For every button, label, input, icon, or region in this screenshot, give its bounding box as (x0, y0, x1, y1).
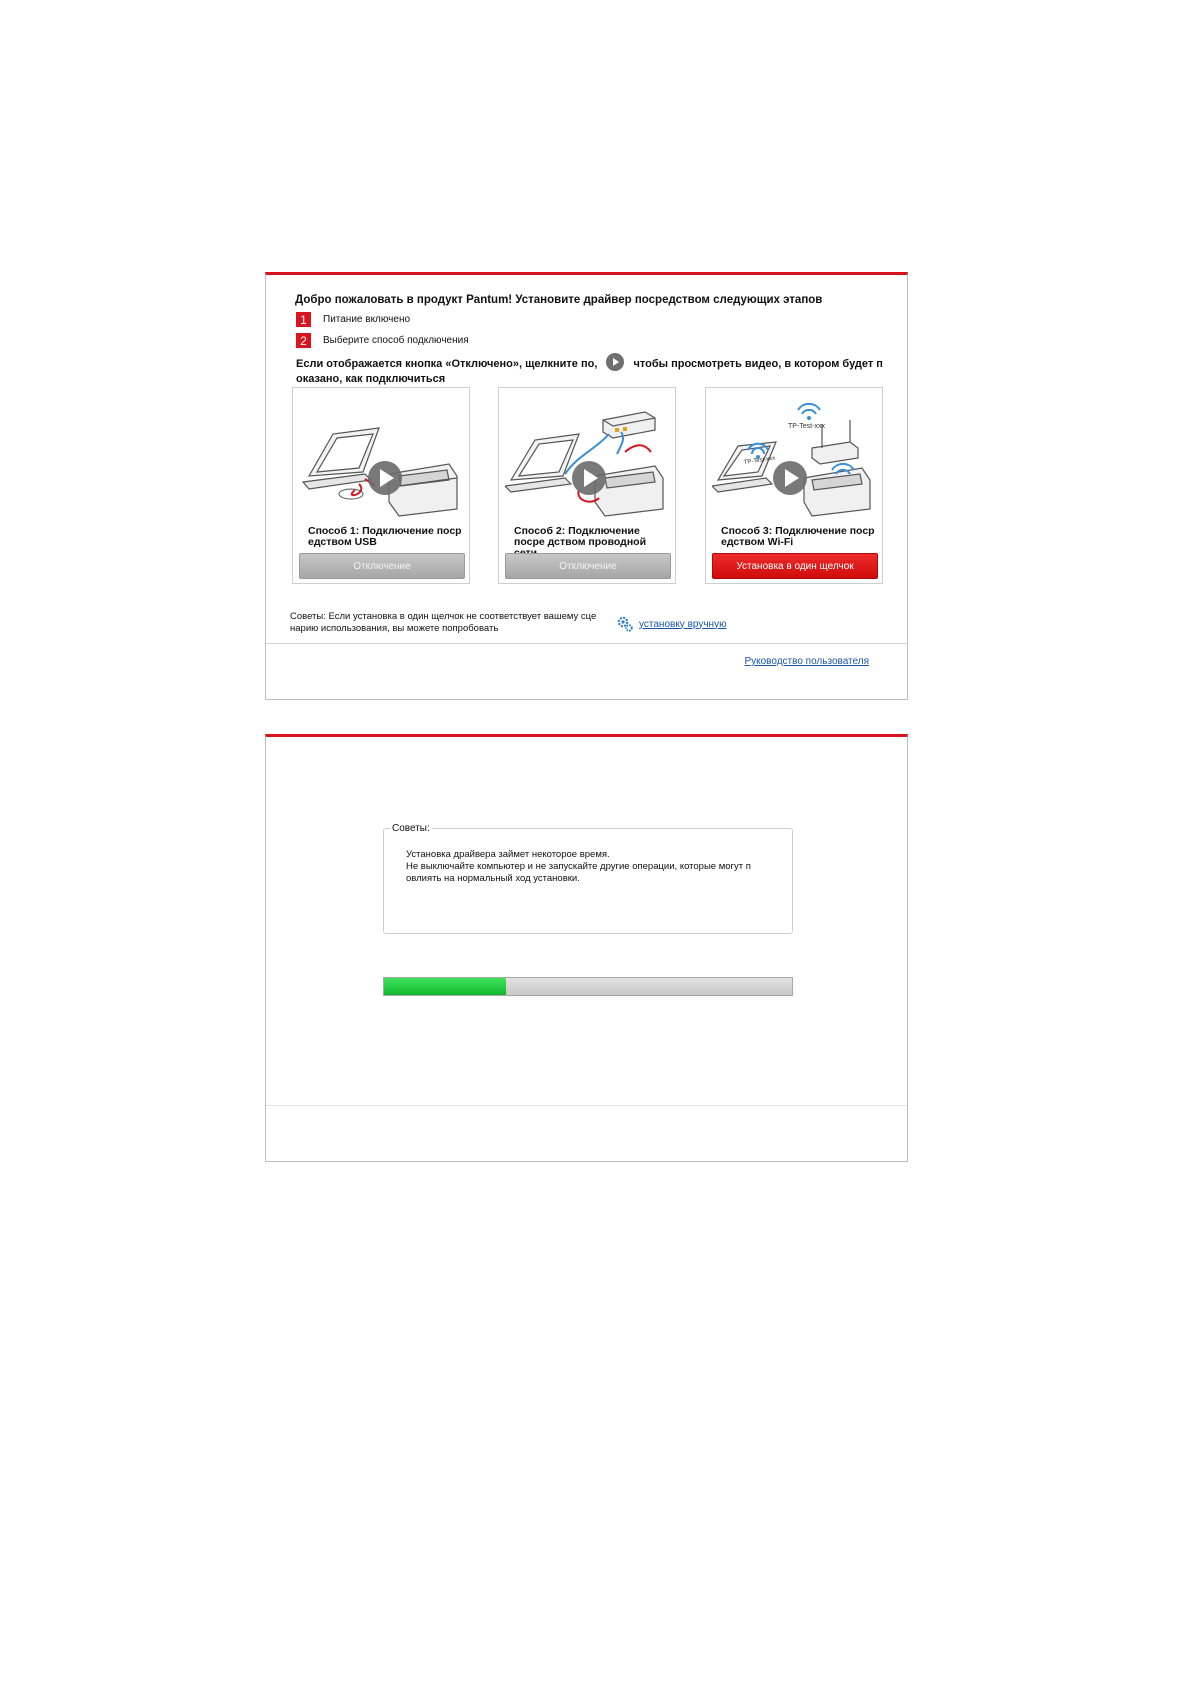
driver-install-progress-window (265, 734, 908, 1162)
manual-install-link-group[interactable] (617, 616, 727, 632)
tips-group-box (383, 823, 793, 934)
play-icon (606, 353, 624, 371)
ssid-label-laptop: TP-Test-xxx (743, 455, 776, 466)
video-hint-text-after: чтобы просмотреть видео, в котором будет п оказано, как подключиться (296, 357, 883, 385)
step-number-badge: 1 (296, 312, 311, 327)
method-title: Способ 3: Подключение поср едством Wi-Fi (721, 525, 875, 548)
user-guide-link[interactable]: Руководство пользователя (744, 656, 869, 667)
connection-card-wired (498, 387, 676, 584)
tips-label: Советы: (392, 823, 430, 834)
usb-disconnected-button[interactable]: Отключение (299, 553, 465, 579)
step-label: Питание включено (323, 314, 411, 325)
connection-card-usb (292, 387, 470, 584)
tips-line: Установка драйвера займет некоторое время. (406, 849, 610, 860)
driver-install-welcome-window (265, 272, 908, 700)
wifi-connection-illustration (712, 394, 876, 524)
step-number-badge: 2 (296, 333, 311, 348)
tips-line: Не выключайте компьютер и не запускайте другие операции, которые могут п овлиять на нормальный ход установки. (406, 861, 751, 884)
video-hint-text-before: Если отображается кнопка «Отключено», щелкните по, (296, 357, 598, 370)
welcome-heading: Добро пожаловать в продукт Pantum! Установите драйвер посредством следующих этапов (295, 294, 823, 306)
install-progress-bar (383, 977, 793, 996)
tips-content (406, 849, 786, 885)
wired-disconnected-button[interactable]: Отключение (505, 553, 671, 579)
step-label: Выберите способ подключения (323, 335, 469, 346)
method-title: Способ 1: Подключение поср едством USB (308, 525, 462, 548)
step-choose-connection (296, 333, 469, 348)
connection-card-wifi (705, 387, 883, 584)
video-hint (296, 355, 886, 385)
method-title: Способ 2: Подключение посре дством проводной (514, 525, 647, 548)
step-power-on (296, 312, 410, 327)
manual-install-link[interactable]: установку вручную (639, 618, 727, 630)
tips-text: Советы: Если установка в один щелчок не соответствует вашему сце нарию использования, вы можете попробовать (290, 611, 597, 634)
usb-connection-illustration (299, 394, 463, 524)
footer-divider (266, 643, 907, 644)
wired-connection-illustration (505, 394, 669, 524)
progress-fill (384, 978, 506, 995)
footer-divider (266, 1105, 907, 1106)
ssid-label-router: TP-Test-xxx (788, 423, 825, 430)
gear-icon (617, 616, 633, 632)
one-click-install-button[interactable]: Установка в один щелчок (712, 553, 878, 579)
